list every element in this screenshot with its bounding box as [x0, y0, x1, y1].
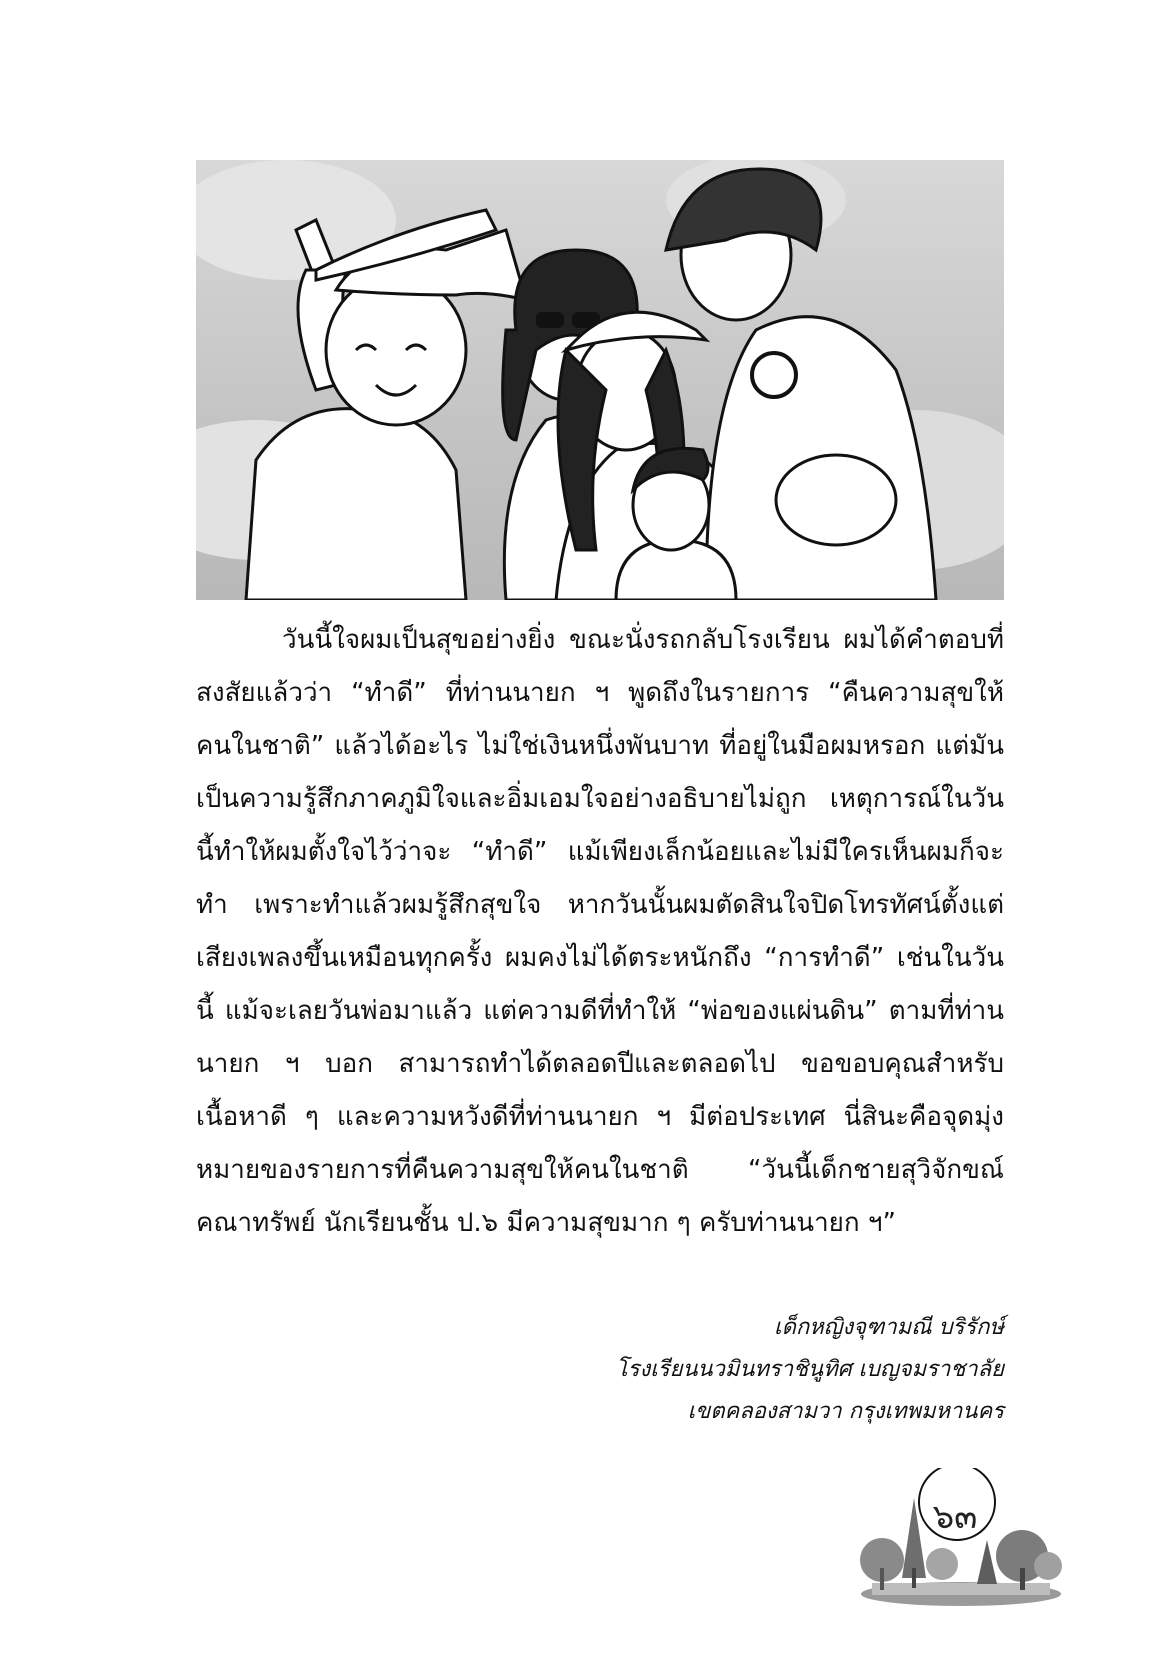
- author-name: เด็กหญิงจุฑามณี บริรักษ์: [774, 1315, 1004, 1340]
- page-number: ๖๓: [932, 1497, 978, 1537]
- family-selfie-illustration: [196, 160, 1004, 600]
- story-paragraph: วันนี้ใจผมเป็นสุขอย่างยิ่ง ขณะนั่งรถกลับโรงเรียน ผมได้คำตอบที่สงสัยแล้วว่า “ทำดี” ที่ท่านนายก ฯ พูดถึงในรายการ “คืนความสุขให้คนในชาติ” แล้วได้อะไร ไม่ใช่เงินหนึ่งพันบาท ที่อยู่ในมือผมหรอก แต่มันเป็นความรู้สึกภาคภูมิใจและอิ่มเอมใจอย่างอธิบายไม่ถูก เหตุการณ์ในวันนี้ทำให้ผมตั้งใจไว้ว่าจะ “ทำดี” แม้เพียงเล็กน้อยและไม่มีใครเห็นผมก็จะทำ เพราะทำแล้วผมรู้สึกสุขใจ หากวันนั้นผมตัดสินใจปิดโทรทัศน์ตั้งแต่เสียงเพลงขึ้นเหมือนทุกครั้ง ผมคงไม่ได้ตระหนักถึง “การทำดี” เช่นในวันนี้ แม้จะเลยวันพ่อมาแล้ว แต่ความดีที่ทำให้ “พ่อของแผ่นดิน” ตามที่ท่านนายก ฯ บอก สามารถทำได้ตลอดปีและตลอดไป ขอขอบคุณสำหรับเนื้อหาดี ๆ และความหวังดีที่ท่านนายก ฯ มีต่อประเทศ นี่สินะคือจุดมุ่งหมายของรายการที่คืนความสุขให้คนในชาติ “วันนี้เด็กชายสุวิจักขณ์ คณาทรัพย์ นักเรียนชั้น ป.๖ มีความสุขมาก ๆ ครับท่านนายก ฯ”: [196, 625, 1004, 1238]
- author-district: เขตคลองสามวา กรุงเทพมหานคร: [687, 1399, 1004, 1424]
- story-body: [196, 614, 1004, 1250]
- author-signature: [616, 1307, 1004, 1433]
- trees-page-badge-icon: [852, 1468, 1070, 1608]
- illustration-drawing: [196, 160, 1004, 600]
- author-school: โรงเรียนนวมินทราชินูทิศ เบญจมราชาลัย: [615, 1357, 1004, 1382]
